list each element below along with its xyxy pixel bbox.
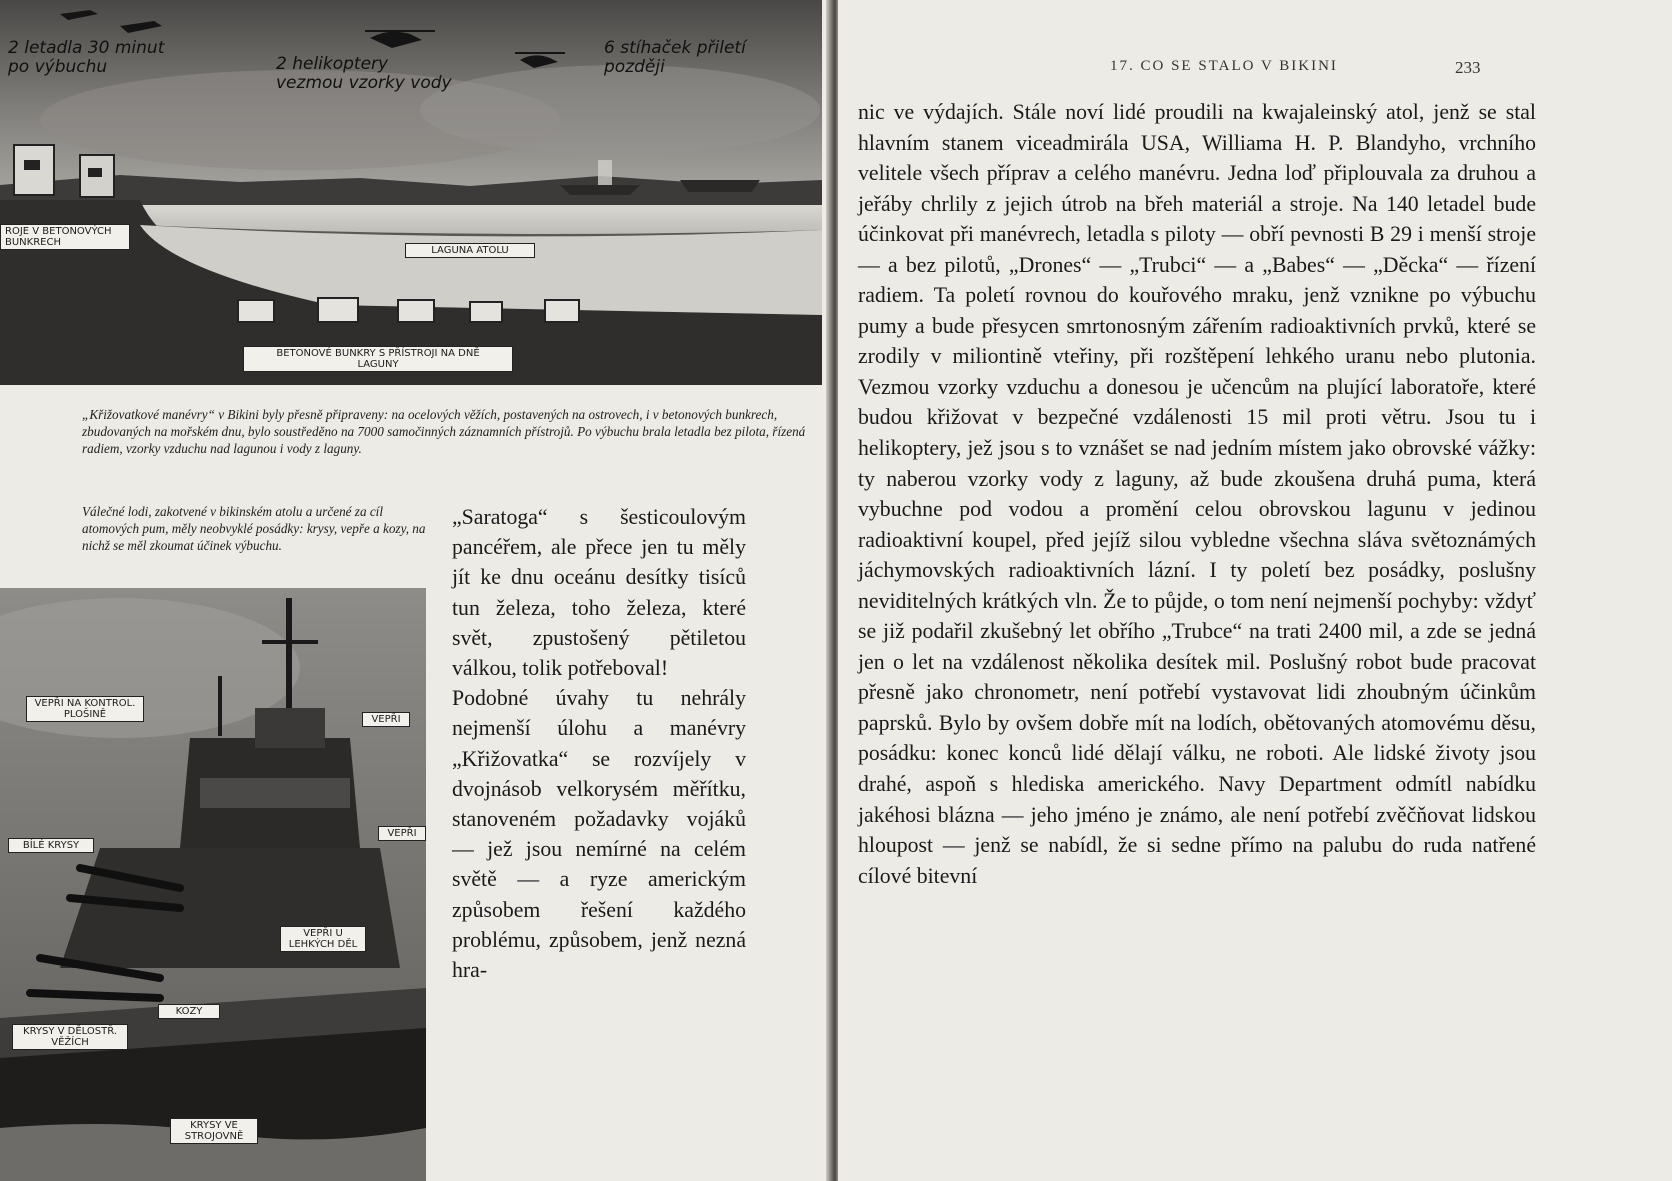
label-lagoon: LAGUNA ATOLU xyxy=(405,243,535,258)
battleship-illustration xyxy=(0,588,426,1181)
left-paragraph-2: Podobné úvahy tu nehrály nejmenší úlohu a manévry „Křižovatka“ se rozvíjely v dvojnásob velkorysém měřítku, stanoveném požadavky vojáků — jež jsou nemírné na celém světě — a ryze americkým způsobem řešení každého problému, způsobem, jenž nezná hra- xyxy=(452,686,746,983)
label-rats-engine-room: KRYSY VE STROJOVNĚ xyxy=(170,1118,258,1144)
left-page xyxy=(0,0,830,1181)
label-bunker-instruments: ROJE V BETONOVÝCH BUNKRECH xyxy=(0,224,130,250)
label-planes: 2 letadla 30 minut po výbuchu xyxy=(8,38,165,77)
right-paragraph: nic ve výdajích. Stále noví lidé proudili na kwajaleinský atol, jenž se stal hlavním stanem viceadmirála USA, Williama H. P. Blandyho, vrchního velitele všech příprav a celého manévru. Jedna loď připlouvala za druhou a jeřáby chrlily z jejich útrob na břeh materiál a stroje. Na 140 letadel bude účinkovat při manévrech, letadla s piloty — obří pevnosti B 29 i menší stroje — a bez pilotů, „Drones“ — „Trubci“ — a „Babes“ — „Děcka“ — řízení radiem. Ta poletí rovnou do kouřového mraku, jenž vznikne po výbuchu pumy a bude přesycen smrtonosným zářením radioaktivních prvků, které se zrodily v miliontině vteřiny, při rozštěpení lehkého uranu nebo plutonia. Vezmou vzorky vzduchu a donesou je učencům na plující laboratoře, které budou křižovat v bezpečné vzdálenosti 15 mil proti větru. Jsou tu i helikoptery, jež jsou s to vznášet se nad jedním místem jako obrovské vážky: ty naberou vzorky vody z laguny, až bude zkoušena druhá puma, která vybuchne pod vodou a promění celou obrovskou lagunu v jedinou radioaktivní koupel, před jejíž silou vybledne všechna sláva světoznámých jáchymovských radioaktivních lázní. I ty poletí bez posádky, poslušny neviditelných krátkých vln. Že to půjde, o tom není nejmenší pochyby: vždyť se již podařil zkušebný let obřího „Trubce“ na trati 2400 mil, a zde se jedná jen o let na vzdálenost několika desítek mil. Poslušný robot bude pracovat přesně jako chronometr, není potřebí vystavovat lidi zhoubným účinkům paprsků. Bylo by ovšem dobře mít na lodích, obětovaných atomovému děsu, posádku: konec konců lidé dělají válku, ne roboti. Ale lidské životy jsou drahé, aspoň s hlediska amerického. Navy Department odmítl nabídku jakéhosi blázna — jeho jméno je známo, ale není potřebí zvěčňovat lidskou hloupost — jenž se nabídl, že si sedne přímo na palubu do ruda natřené cílové bitevní xyxy=(858,100,1536,888)
label-concrete-bunkers: BETONOVÉ BUNKRY S PŘÍSTROJI NA DNĚ LAGUNY xyxy=(243,346,513,372)
right-body-text xyxy=(858,97,1536,891)
label-white-rats: BÍLÉ KRYSY xyxy=(8,838,94,853)
label-pigs-upper: VEPŘI xyxy=(362,712,410,727)
running-head: 17. CO SE STALO V BIKINI xyxy=(1110,58,1338,74)
label-goats: KOZY xyxy=(158,1004,220,1019)
caption-ship: Válečné lodi, zakotvené v bikinském atolu a určené za cíl atomových pum, měly neobvyklé posádky: krysy, vepře a kozy, na nichž se měl zkoumat účinek výbuchu. xyxy=(82,504,426,553)
label-fighters: 6 stíhaček přiletí později xyxy=(604,38,746,77)
right-page xyxy=(838,0,1672,1181)
caption-top: „Křižovatkové manévry“ v Bikini byly přesně připraveny: na ocelových věžích, postavených na ostrovech, i v betonových bunkrech, zbudovaných na mořském dnu, bylo soustředěno na 7000 samočinných záznamních přístrojů. Po výbuchu brala letadla bez pilota, řízená radiem, vzorky vzduchu nad lagunou i vody z laguny. xyxy=(82,407,806,456)
label-helicopters: 2 helikoptery vezmou vzorky vody xyxy=(276,54,452,93)
battleship-graphic xyxy=(0,588,426,1181)
label-pigs-side: VEPŘI xyxy=(378,826,426,841)
lagoon-cross-section-illustration xyxy=(0,0,822,385)
left-body-text xyxy=(452,502,746,985)
label-pigs-light-guns: VEPŘI U LEHKÝCH DĚL xyxy=(280,926,366,952)
left-paragraph-1: „Saratoga“ s šesticoulovým pancéřem, ale přece jen tu měly jít ke dnu oceánu desítky tisíců tun železa, toho železa, které svět, zpustošený pětiletou válkou, tolik potřeboval! xyxy=(452,505,746,681)
label-rats-turrets: KRYSY V DĚLOSTŘ. VĚŽÍCH xyxy=(12,1024,128,1050)
label-pigs-control-platform: VEPŘI NA KONTROL. PLOŠINĚ xyxy=(26,696,144,722)
page-number: 233 xyxy=(1455,58,1481,77)
